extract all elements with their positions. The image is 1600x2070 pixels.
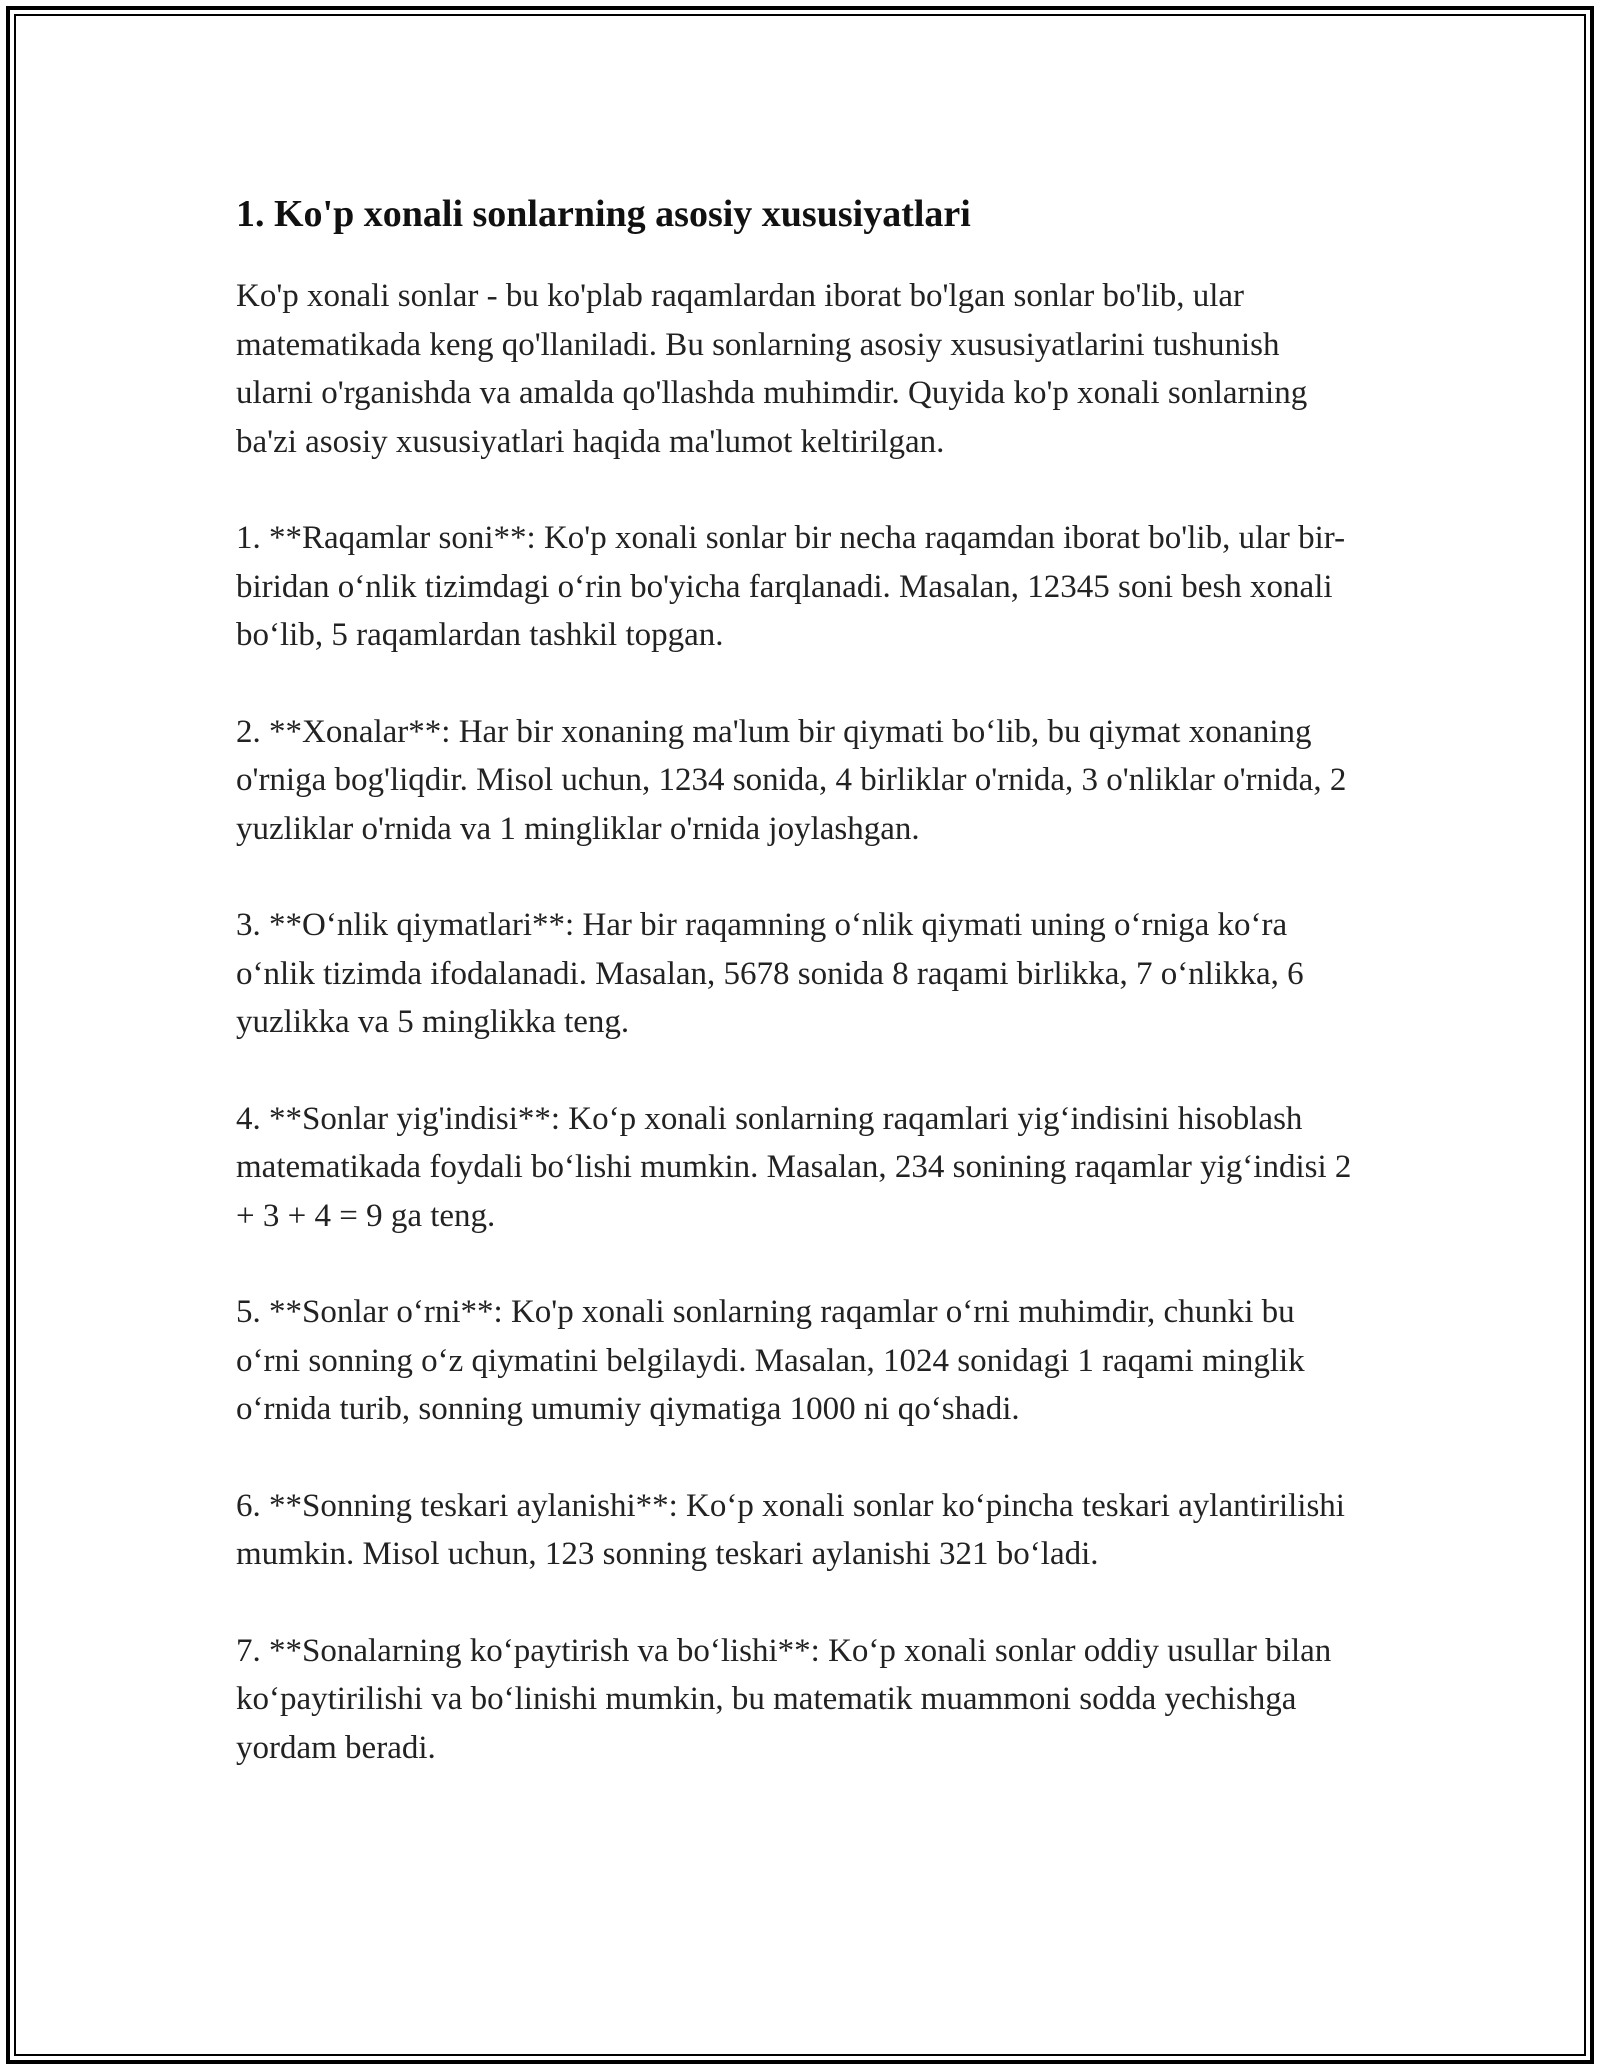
list-item-onlik-qiymatlari: 3. **O‘nlik qiymatlari**: Har bir raqamning o‘nlik qiymati uning o‘rniga ko‘ra o‘nlik tizimda ifodalanadi. Masalan, 5678 sonida 8 raqami birlikka, 7 o‘nlikka, 6 yuzlikka va 5 minglikka teng. xyxy=(236,907,1304,1040)
intro-paragraph: Ko'p xonali sonlar - bu ko'plab raqamlardan iborat bo'lgan sonlar bo'lib, ular matematikada keng qo'llaniladi. Bu sonlarning asosiy xususiyatlarini tushunish ularni o'rganishda va amalda qo'llashda muhimdir. Quyida ko'p xonali sonlarning ba'zi asosiy xususiyatlari haqida ma'lumot keltirilgan. xyxy=(236,278,1308,460)
document-body xyxy=(236,190,1356,1820)
list-item-xonalar: 2. **Xonalar**: Har bir xonaning ma'lum bir qiymati bo‘lib, bu qiymat xonaning o'rniga bog'liqdir. Misol uchun, 1234 sonida, 4 birliklar o'rnida, 3 o'nliklar o'rnida, 2 yuzliklar o'rnida va 1 mingliklar o'rnida joylashgan. xyxy=(236,713,1347,847)
list-item-teskari-aylanishi: 6. **Sonning teskari aylanishi**: Ko‘p xonali sonlar ko‘pincha teskari aylantirilishi mumkin. Misol uchun, 123 sonning teskari aylanishi 321 bo‘ladi. xyxy=(236,1487,1345,1572)
list-item-sonlar-orni: 5. **Sonlar o‘rni**: Ko'p xonali sonlarning raqamlar o‘rni muhimdir, chunki bu o‘rni sonning o‘z qiymatini belgilaydi. Masalan, 1024 sonidagi 1 raqami minglik o‘rnida turib, sonning umumiy qiymatiga 1000 ni qo‘shadi. xyxy=(236,1294,1305,1427)
list-item-kopaytirish-va-bolishi: 7. **Sonalarning ko‘paytirish va bo‘lishi**: Ko‘p xonali sonlar oddiy usullar bilan ko‘paytirilishi va bo‘linishi mumkin, bu matematik muammoni sodda yechishga yordam beradi. xyxy=(236,1632,1332,1766)
list-item-sonlar-yigindisi: 4. **Sonlar yig'indisi**: Ko‘p xonali sonlarning raqamlari yig‘indisini hisoblash matematikada foydali bo‘lishi mumkin. Masalan, 234 sonining raqamlar yig‘indisi 2 + 3 + 4 = 9 ga teng. xyxy=(236,1100,1352,1234)
document-title: 1. Ko'p xonali sonlarning asosiy xususiyatlari xyxy=(236,193,971,235)
list-item-raqamlar-soni: 1. **Raqamlar soni**: Ko'p xonali sonlar bir necha raqamdan iborat bo'lib, ular bir-biridan o‘nlik tizimdagi o‘rin bo'yicha farqlanadi. Masalan, 12345 soni besh xonali bo‘lib, 5 raqamlardan tashkil topgan. xyxy=(236,520,1346,653)
